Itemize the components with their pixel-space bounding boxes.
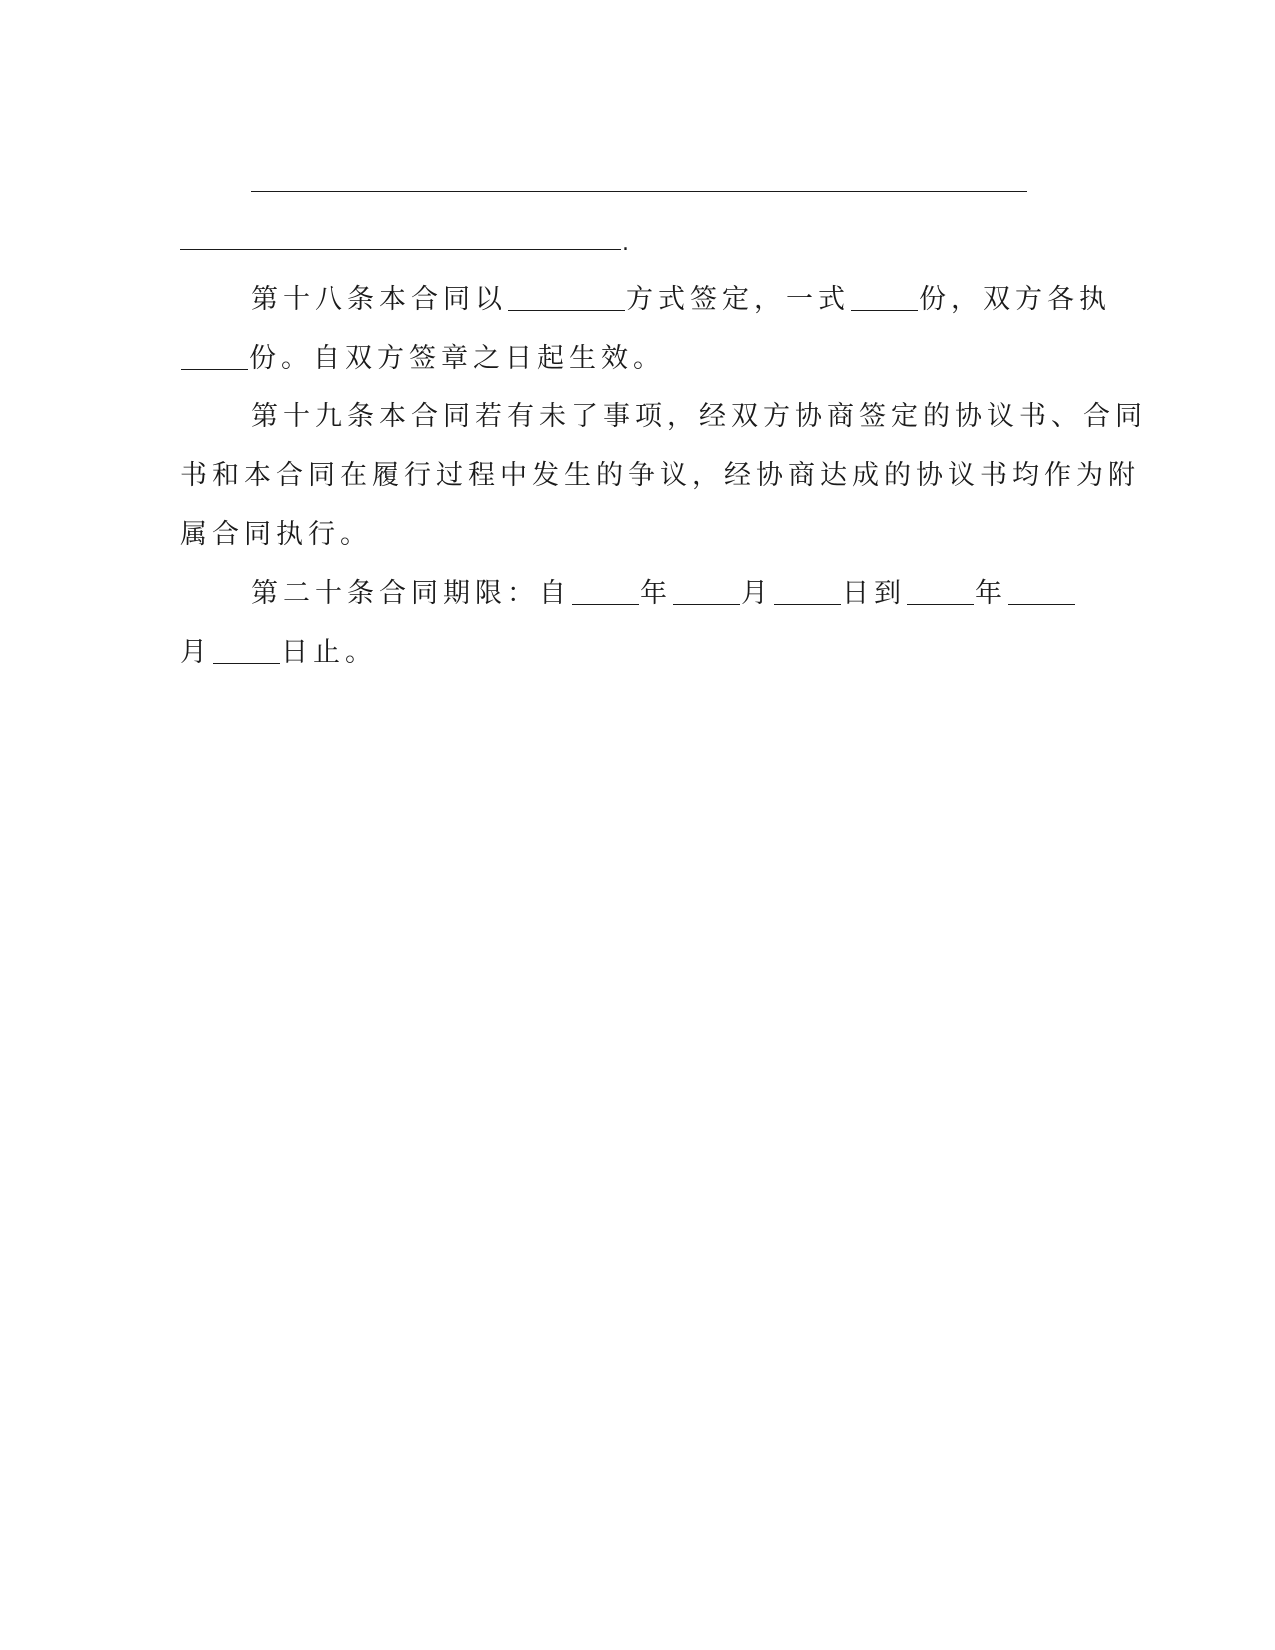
article-18-text-a: 第十八条本合同以 (251, 284, 507, 315)
article-20-line-2 (180, 635, 377, 671)
copies-each-blank[interactable] (181, 342, 248, 370)
end-year-blank[interactable] (907, 577, 974, 605)
article-18-text-b: 方式签定，一式 (626, 284, 850, 315)
article-18-line-1 (251, 282, 1111, 318)
article-20-text-a: 第二十条合同期限：自 (251, 578, 571, 609)
start-year-blank[interactable] (572, 577, 639, 605)
article-18-text-c: 份，双方各执 (919, 284, 1111, 315)
fill-in-dot: . (622, 231, 629, 256)
article-18-line-2 (180, 341, 665, 377)
fill-in-rule-1[interactable] (251, 191, 1027, 192)
article-20-month-2: 月 (180, 637, 212, 668)
signing-method-blank[interactable] (508, 283, 625, 311)
end-day-blank[interactable] (213, 636, 280, 664)
article-19-line-2 (180, 458, 1140, 494)
article-18-text-d: 份。自双方签章之日起生效。 (249, 343, 665, 374)
article-20-line-1 (251, 576, 1076, 612)
end-month-blank[interactable] (1008, 577, 1075, 605)
start-day-blank[interactable] (774, 577, 841, 605)
copies-total-blank[interactable] (851, 283, 918, 311)
article-20-day-1: 日到 (842, 578, 906, 609)
article-19-line-1 (251, 399, 1147, 435)
article-19-text-3: 属合同执行。 (180, 519, 372, 550)
article-20-month-1: 月 (741, 578, 773, 609)
article-19-text-2: 书和本合同在履行过程中发生的争议，经协商达成的协议书均作为附 (180, 460, 1140, 491)
article-20-year-2: 年 (975, 578, 1007, 609)
fill-in-rule-2[interactable] (180, 249, 621, 250)
article-20-end: 日止。 (281, 637, 377, 668)
article-20-year-1: 年 (640, 578, 672, 609)
article-19-text-1: 第十九条本合同若有未了事项，经双方协商签定的协议书、合同 (251, 401, 1147, 432)
article-19-line-3 (180, 517, 372, 553)
start-month-blank[interactable] (673, 577, 740, 605)
